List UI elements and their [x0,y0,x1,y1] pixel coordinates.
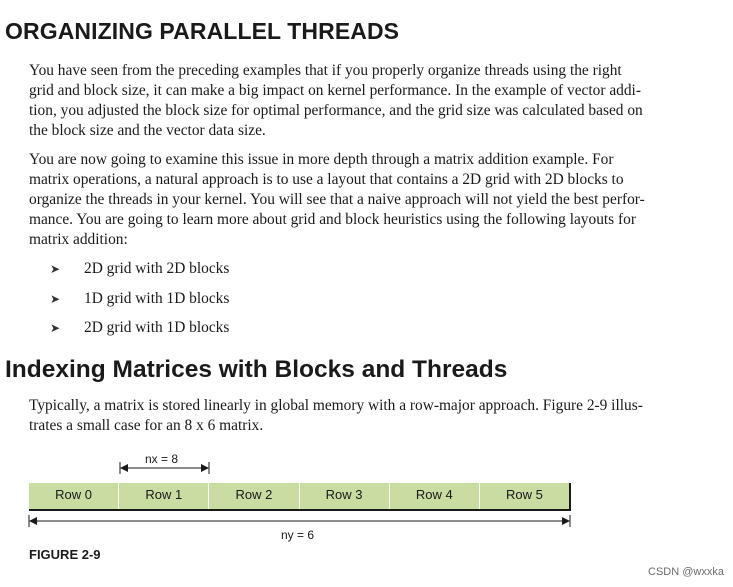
bullet-text: 1D grid with 1D blocks [84,289,230,307]
ny-dimension-arrow [29,515,570,527]
section-heading: ORGANIZING PARALLEL THREADS [5,18,400,44]
figure-row-cell: Row 5 [506,487,543,502]
subsection-heading: Indexing Matrices with Blocks and Threads [5,356,508,383]
figure-row-cell: Row 3 [300,483,390,509]
figure-ny-label: ny = 6 [281,528,315,542]
bullet-arrow-icon: ➤ [50,321,61,335]
paragraph-3-line: Typically, a matrix is stored linearly in global memory with a row-major approach. Figure 2-9 illus- [29,397,643,414]
paragraph-2-line: You are now going to examine this issue in more depth through a matrix addition example. For [29,151,614,168]
paragraph-2-line: matrix addition: [29,231,128,248]
paragraph-3-line: trates a small case for an 8 x 6 matrix. [29,417,264,434]
figure-nx-label: nx = 8 [145,452,179,466]
bullet-text: 2D grid with 2D blocks [84,260,230,277]
watermark: CSDN @wxxka [648,566,724,578]
paragraph-2-line: organize the threads in your kernel. You will see that a naive approach will not yield the best perfor- [29,191,645,208]
nx-dimension-arrow [120,462,209,474]
paragraph-1-line: You have seen from the preceding examples that if you properly organize threads using the right [29,62,622,79]
figure-row-cell: Row 0 [29,483,119,509]
bullet-arrow-icon: ➤ [50,291,61,306]
paragraph-1-line: the block size and the vector data size. [29,122,266,139]
bullet-text: 2D grid with 1D blocks [84,319,230,336]
paragraph-1-line: grid and block size, it can make a big impact on kernel performance. In the example of vector addi- [29,82,641,99]
figure-row-cell: Row 1 [119,483,209,509]
figure-caption: FIGURE 2-9 [29,547,101,562]
bullet-arrow-icon: ➤ [50,262,61,276]
figure-row-cell: Row 4 [390,483,480,509]
figure-row-cell: Row 2 [209,483,299,509]
paragraph-1-line: tion, you adjusted the block size for optimal performance, and the grid size was calculated based on [29,102,643,119]
paragraph-2-line: mance. You are going to learn more about grid and block heuristics using the following layouts for [29,211,636,228]
paragraph-2-line: matrix operations, a natural approach is to use a layout that contains a 2D grid with 2D blocks to [29,171,624,188]
